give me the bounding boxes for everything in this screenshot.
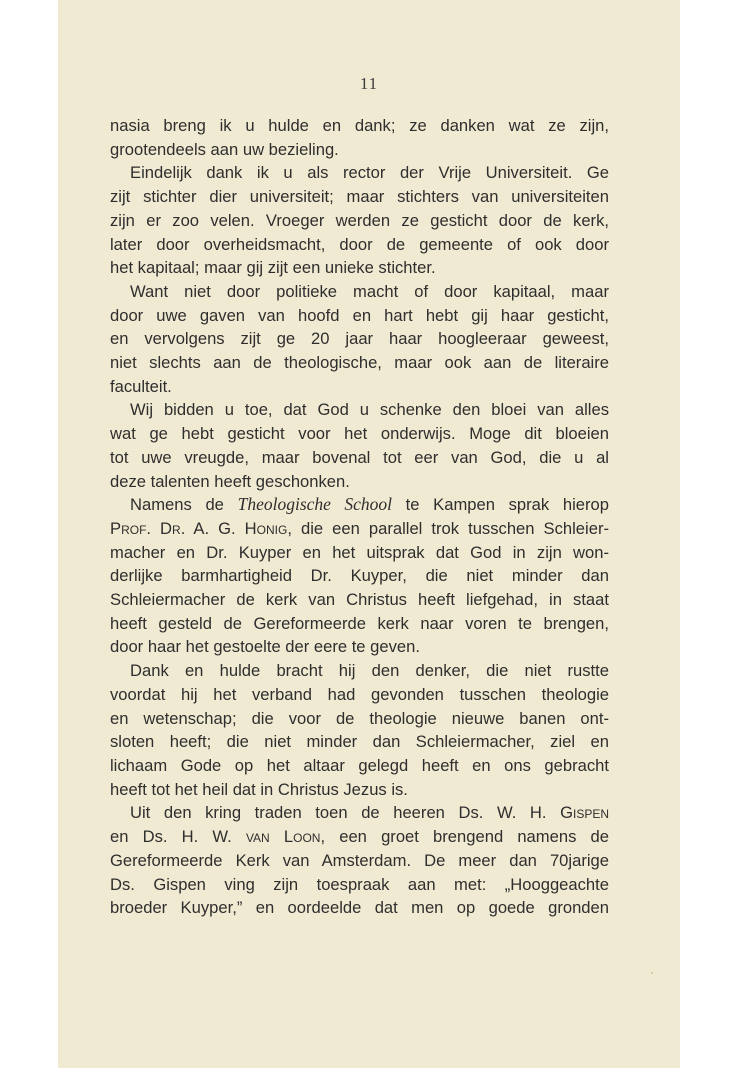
line-text: Uit den kring traden toen de heeren Ds. W. H.: [130, 803, 561, 823]
line-text: heeft gesteld de Gereformeerde kerk naar voren te brengen,: [110, 613, 609, 633]
line-text: Want niet door politieke macht of door kapitaal, maar: [130, 281, 609, 301]
line-text: te Kampen sprak hierop: [391, 495, 609, 515]
line-text: niet slechts aan de theologische, maar ook aan de literaire: [110, 353, 609, 373]
text-line: [110, 896, 609, 920]
line-text: Gereformeerde Kerk van Amsterdam. De meer dan 70jarige: [110, 850, 609, 870]
line-text: sloten heeft; die niet minder dan Schleiermacher, ziel en: [110, 732, 609, 752]
text-line: [110, 873, 609, 897]
text-line: [110, 754, 609, 778]
line-text: Eindelijk dank ik u als rector der Vrije Universiteit. Ge: [130, 163, 609, 183]
text-line: [110, 635, 609, 659]
text-line: [110, 280, 609, 304]
smallcaps-text: van Loon: [245, 827, 321, 847]
line-text: macher en Dr. Kuyper en het uitsprak dat God in zijn won-: [110, 542, 609, 562]
line-text: lichaam Gode op het altaar gelegd heeft en ons gebracht: [110, 755, 609, 775]
text-line: [110, 446, 609, 470]
line-text: Ds. Gispen ving zijn toespraak aan met: „Hooggeachte: [110, 874, 609, 894]
line-text: tot uwe vreugde, maar bovenal tot eer van God, die u al: [110, 447, 609, 467]
line-text: deze talenten heeft geschonken.: [110, 471, 350, 491]
line-text: grootendeels aan uw bezieling.: [110, 139, 339, 159]
text-line: [110, 801, 609, 825]
text-line: [110, 849, 609, 873]
text-line: [110, 707, 609, 731]
line-text: Dank en hulde bracht hij den denker, die niet rustte: [130, 661, 609, 681]
text-line: [110, 517, 609, 541]
line-text: Wij bidden u toe, dat God u schenke den bloei van alles: [130, 400, 609, 420]
text-line: [110, 185, 609, 209]
document-page: [58, 0, 680, 1068]
text-line: [110, 541, 609, 565]
text-line: [110, 351, 609, 375]
line-text: door haar het gestoelte der eere te geven.: [110, 637, 420, 657]
text-line: [110, 683, 609, 707]
text-line: [110, 825, 609, 849]
line-text: later door overheidsmacht, door de gemeente of ook door: [110, 234, 609, 254]
text-line: [110, 233, 609, 257]
line-text: en Ds. H. W.: [110, 827, 246, 847]
smallcaps-text: Gispen: [560, 803, 609, 823]
text-line: [110, 114, 609, 138]
line-text: door uwe gaven van hoofd en hart hebt gij haar gesticht,: [110, 305, 609, 325]
line-text: nasia breng ik u hulde en dank; ze danken wat ze zijn,: [110, 116, 609, 135]
text-line: [110, 612, 609, 636]
text-line: [110, 398, 609, 422]
line-text: en wetenschap; die voor de theologie nieuwe banen ont-: [110, 708, 609, 728]
paper-speck: [651, 972, 653, 974]
line-text: het kapitaal; maar gij zijt een unieke stichter.: [110, 258, 436, 278]
line-text: Namens de: [130, 495, 238, 515]
text-line: [110, 493, 609, 517]
text-line: [110, 588, 609, 612]
text-line: [110, 470, 609, 494]
line-text: , die een parallel trok tusschen Schleier-: [287, 518, 609, 538]
text-line: [110, 375, 609, 399]
line-text: en vervolgens zijt ge 20 jaar haar hoogleeraar geweest,: [110, 329, 609, 349]
text-line: [110, 256, 609, 280]
page-number: 11: [359, 74, 379, 93]
line-text: zijt stichter dier universiteit; maar stichters van universiteiten: [110, 187, 609, 207]
text-line: [110, 659, 609, 683]
text-line: [110, 304, 609, 328]
text-line: [110, 138, 609, 162]
text-line: [110, 730, 609, 754]
line-text: derlijke barmhartigheid Dr. Kuyper, die niet minder dan: [110, 566, 609, 586]
line-text: faculteit.: [110, 376, 172, 396]
text-line: [110, 161, 609, 185]
line-text: voordat hij het verband had gevonden tusschen theologie: [110, 684, 609, 704]
line-text: wat ge hebt gesticht voor het onderwijs. Moge dit bloeien: [110, 424, 609, 444]
line-text: broeder Kuyper,” en oordeelde dat men op goede gronden: [110, 898, 609, 918]
text-line: [110, 422, 609, 446]
smallcaps-text: Prof. Dr. A. G. Honig: [110, 518, 288, 538]
text-line: [110, 327, 609, 351]
text-line: [110, 209, 609, 233]
text-line: [110, 564, 609, 588]
line-text: , een groet brengend namens de: [320, 827, 609, 847]
body-text: [110, 114, 609, 920]
line-text: Schleiermacher de kerk van Christus heeft liefgehad, in staat: [110, 590, 609, 610]
italic-text: Theologische School: [237, 494, 392, 515]
line-text: heeft tot het heil dat in Christus Jezus is.: [110, 779, 408, 799]
line-text: zijn er zoo velen. Vroeger werden ze gesticht door de kerk,: [110, 210, 609, 230]
text-line: [110, 778, 609, 802]
